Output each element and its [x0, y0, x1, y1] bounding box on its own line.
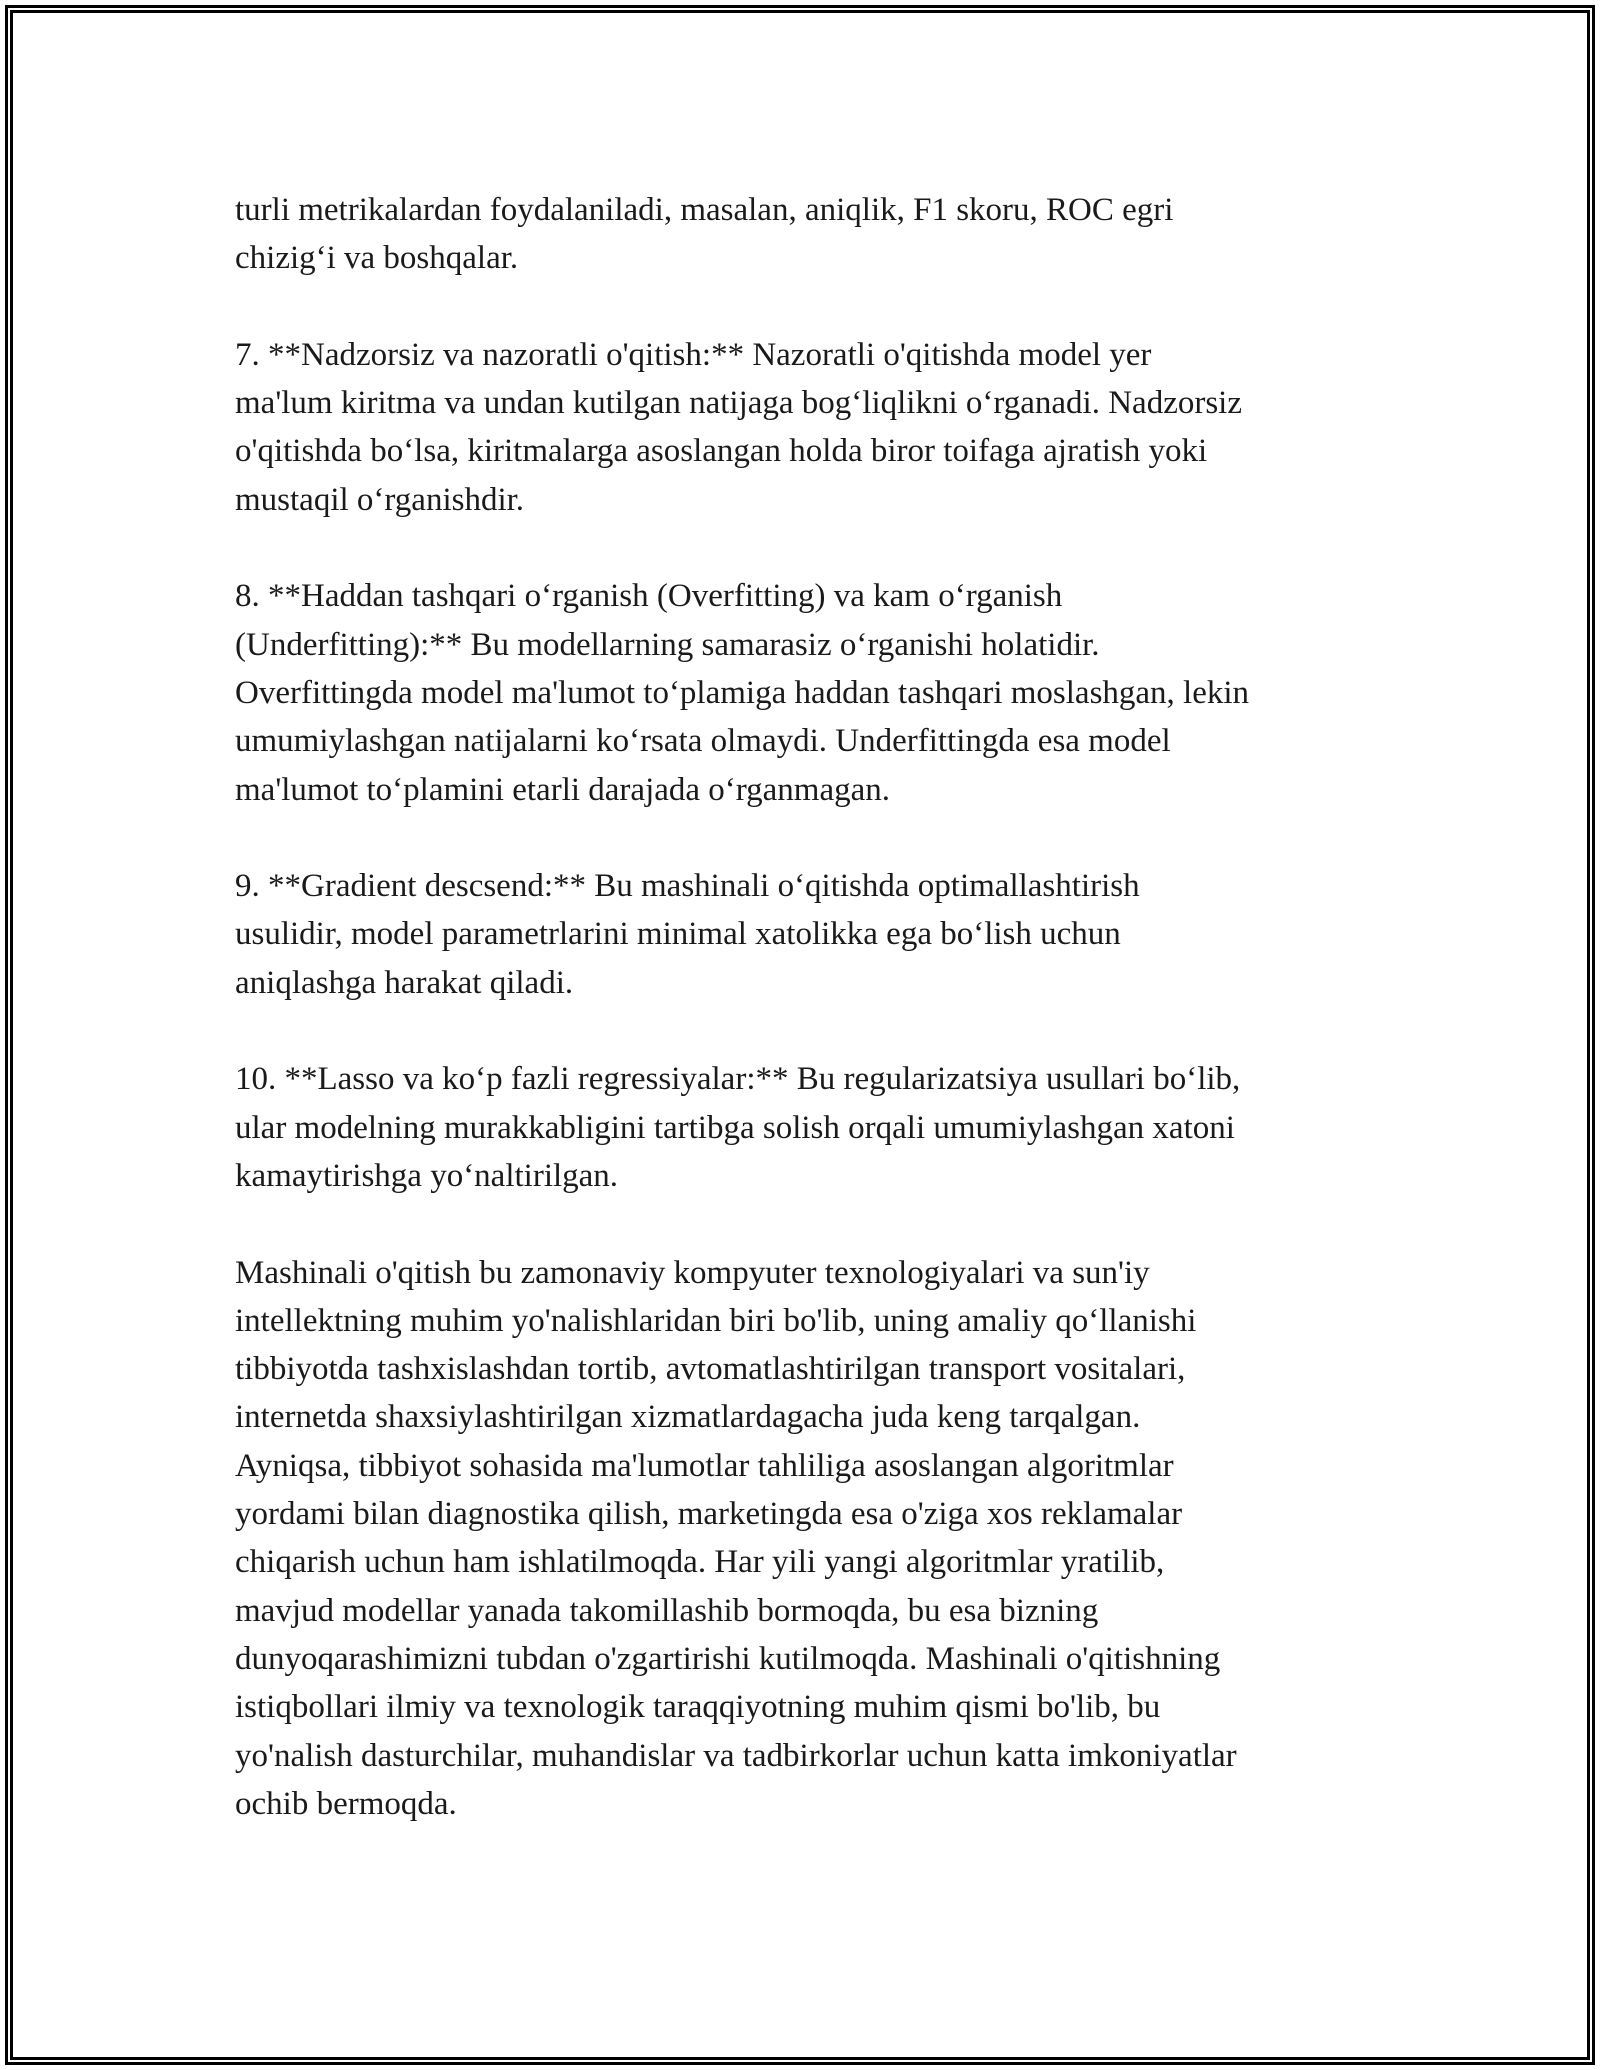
paragraph-item-8: 8. **Haddan tashqari o‘rganish (Overfitting) va kam o‘rganish (Underfitting):** Bu modellarning samarasiz o‘rganishi holatidir. Overfittingda model ma'lumot to‘plamiga haddan tashqari moslashgan, lekin umumiylashgan natijalarni ko‘rsata olmaydi. Underfittingda esa model ma'lumot to‘plamini etarli darajada o‘rganmagan. [235, 578, 1250, 808]
paragraph-conclusion: Mashinali o'qitish bu zamonaviy kompyuter texnologiyalari va sun'iy intellektning muhim yo'nalishlaridan biri bo'lib, uning amaliy qo‘llanishi tibbiyotda tashxislashdan tortib, avtomatlashtirilgan transport vositalari, internetda shaxsiylashtirilgan xizmatlardagacha juda keng tarqalgan. Ayniqsa, tibbiyot sohasida ma'lumotlar tahliliga asoslangan algoritmlar yordami bilan diagnostika qilish, marketingda esa o'ziga xos reklamalar chiqarish uchun ham ishlatilmoqda. Har yili yangi algoritmlar yratilib, mavjud modellar yanada takomillashib bormoqda, bu esa bizning dunyoqarashimizni tubdan o'zgartirishi kutilmoqda. Mashinali o'qitishning istiqbollari ilmiy va texnologik taraqqiyotning muhim qismi bo'lib, bu yo'nalish dasturchilar, muhandislar va tadbirkorlar uchun katta imkoniyatlar ochib bermoqda. [235, 1254, 1237, 1822]
paragraph-item-9: 9. **Gradient descsend:** Bu mashinali o‘qitishda optimallashtirish usulidir, model parametrlarini minimal xatolikka ega bo‘lish uchun aniqlashga harakat qiladi. [235, 868, 1140, 1001]
paragraph-item-10: 10. **Lasso va ko‘p fazli regressiyalar:** Bu regularizatsiya usullari bo‘lib, ular modelning murakkabligini tartibga solish orqali umumiylashgan xatoni kamaytirishga yo‘naltirilgan. [235, 1061, 1241, 1194]
document-body [235, 186, 1375, 1828]
paragraph-metrics-continuation: turli metrikalardan foydalaniladi, masalan, aniqlik, F1 skoru, ROC egri chizig‘i va boshqalar. [235, 192, 1174, 277]
paragraph-item-7: 7. **Nadzorsiz va nazoratli o'qitish:** Nazoratli o'qitishda model yer ma'lum kiritma va undan kutilgan natijaga bog‘liqlikni o‘rganadi. Nadzorsiz o'qitishda bo‘lsa, kiritmalarga asoslangan holda biror toifaga ajratish yoki mustaqil o‘rganishdir. [235, 336, 1242, 518]
